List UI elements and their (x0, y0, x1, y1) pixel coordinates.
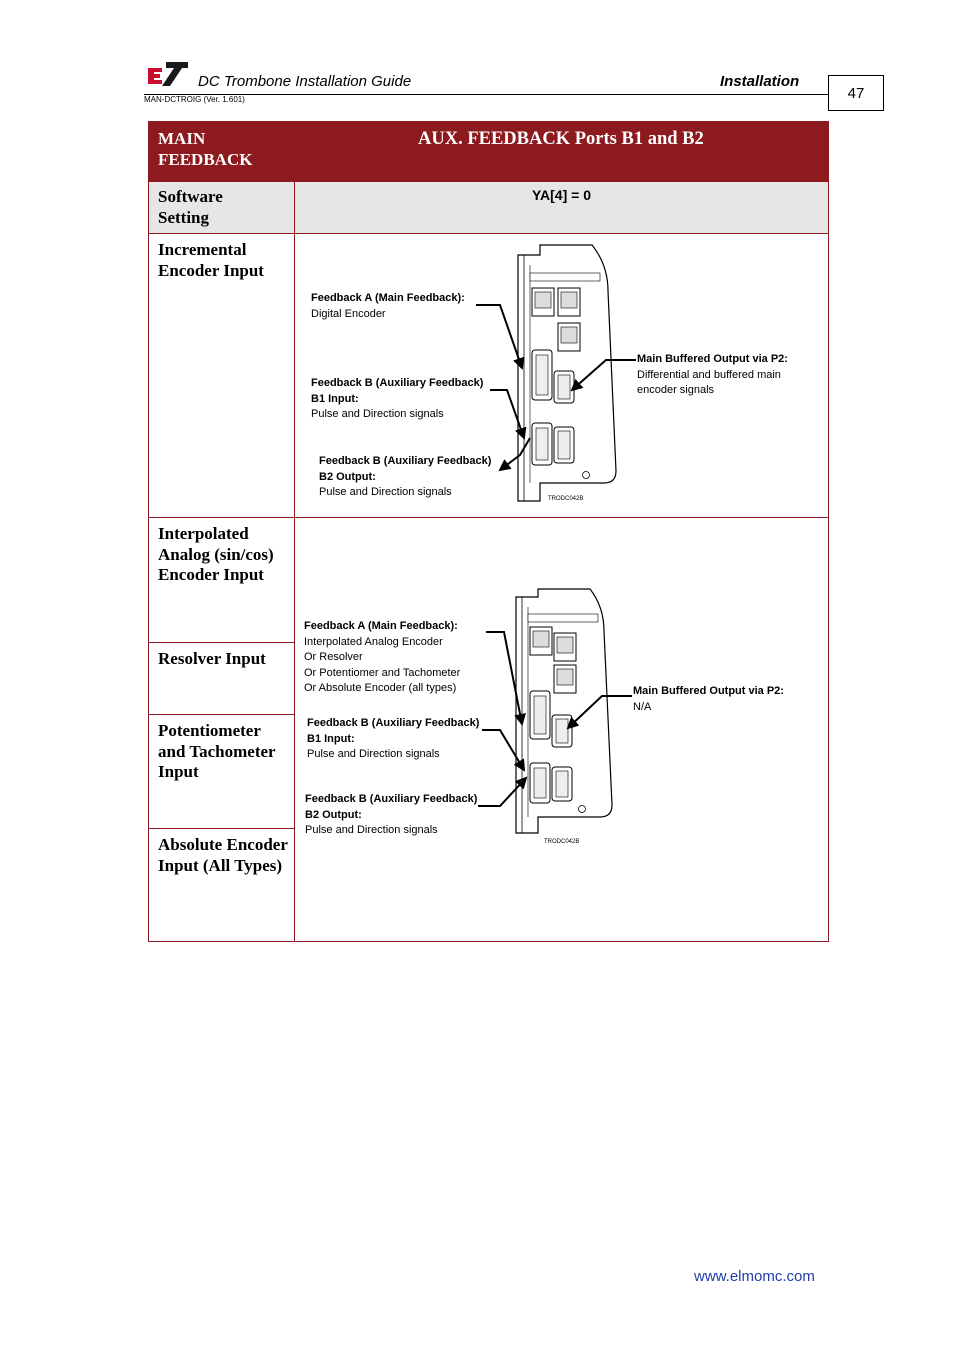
header-aux-feedback: AUX. FEEDBACK Ports B1 and B2 (418, 129, 704, 149)
feedback-table (148, 121, 829, 942)
d2-figure-id: TRODC042B (544, 839, 580, 845)
document-version: MAN-DCTROIG (Ver. 1.601) (144, 95, 245, 104)
d1-figure-id: TRODC042B (548, 496, 584, 502)
row-divider (149, 714, 294, 715)
row-label-resolver: Resolver Input (158, 649, 266, 668)
d2-main-output: Main Buffered Output via P2: N/A (633, 685, 784, 713)
row-divider (149, 642, 294, 643)
row-label-interpolated: Interpolated Analog (sin/cos) Encoder Input (158, 524, 274, 584)
d1-main-output: Main Buffered Output via P2: Differential and buffered main encoder signals (637, 353, 788, 396)
row-divider (149, 233, 828, 234)
callout-arrows-1 (460, 290, 640, 480)
row-divider (149, 828, 294, 829)
row-label-absolute: Absolute Encoder Input (All Types) (158, 835, 288, 875)
elmo-logo (148, 58, 190, 88)
header-main-feedback: MAIN FEEDBACK (158, 129, 253, 169)
d1-feedback-a: Feedback A (Main Feedback): Digital Encoder (311, 292, 465, 320)
row-divider (149, 517, 828, 518)
row-label-incremental: Incremental Encoder Input (158, 240, 264, 280)
page-number: 47 (828, 75, 884, 111)
d1-feedback-b2: Feedback B (Auxiliary Feedback) B2 Output: Pulse and Direction signals (319, 455, 492, 498)
section-name: Installation (720, 73, 800, 90)
d2-feedback-b2: Feedback B (Auxiliary Feedback) B2 Output: Pulse and Direction signals (305, 793, 478, 836)
callout-arrows-2 (460, 620, 640, 815)
software-setting-value: YA[4] = 0 (531, 187, 591, 203)
d2-feedback-a: Feedback A (Main Feedback): Interpolated Analog Encoder Or Resolver Or Potentiomer and Tachometer Or Absolute Encoder (all types) (304, 620, 461, 694)
d2-feedback-b1: Feedback B (Auxiliary Feedback) B1 Input: Pulse and Direction signals (307, 717, 480, 760)
footer-website-link[interactable]: www.elmomc.com (694, 1268, 815, 1285)
software-setting-label: Software Setting (158, 187, 223, 227)
column-divider (294, 182, 295, 941)
document-title: DC Trombone Installation Guide (198, 73, 412, 90)
row-divider (149, 181, 828, 182)
d1-feedback-b1: Feedback B (Auxiliary Feedback) B1 Input: Pulse and Direction signals (311, 377, 484, 420)
row-label-potentiometer: Potentiometer and Tachometer Input (158, 721, 276, 781)
header-rule (144, 94, 828, 95)
